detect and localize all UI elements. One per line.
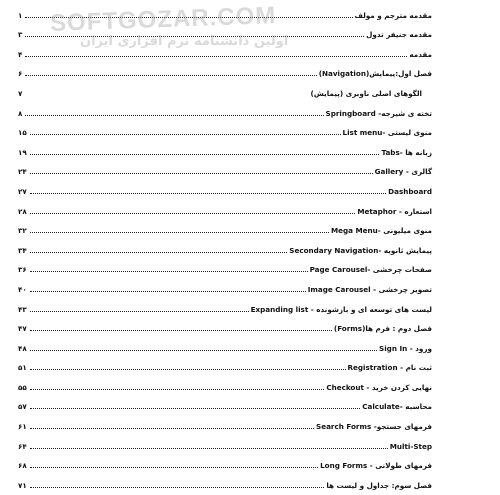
toc-entry[interactable] [18, 59, 432, 79]
toc-page-number: ۴۳ [18, 304, 27, 314]
dot-leader [30, 134, 341, 135]
dot-leader [30, 330, 332, 331]
toc-page-number: ۶۸ [18, 461, 27, 471]
toc-title: Multi-Step [389, 441, 432, 451]
dot-leader [30, 467, 318, 468]
dot-leader [30, 291, 306, 292]
toc-entry[interactable] [18, 451, 432, 471]
toc-title: Image Carousel - تصویر چرخشی [307, 284, 432, 294]
toc-title: Mega Menu- منوی میلیونی [331, 226, 432, 236]
toc-entry[interactable] [18, 411, 432, 431]
toc-entry[interactable] [18, 98, 432, 118]
toc-page-number: ۳۴ [18, 245, 27, 255]
toc-title: مقدمه [409, 49, 432, 59]
toc-page-number: ۴۷ [18, 324, 27, 334]
toc-page-number: ۳۲ [18, 226, 27, 236]
toc-entry[interactable] [18, 431, 432, 451]
toc-page-number: ۵۷ [18, 402, 27, 412]
toc-entry[interactable] [18, 176, 432, 196]
dot-leader [30, 350, 377, 351]
dot-leader [30, 389, 325, 390]
toc-page-number: ۵۱ [18, 363, 27, 373]
toc-title: Sign In - ورود [379, 343, 432, 353]
dot-leader [30, 213, 356, 214]
dot-leader [30, 271, 308, 272]
toc-page-number: ۸ [18, 108, 23, 118]
toc-title: فصل اول:پیمایش(Navigation) [318, 69, 432, 79]
toc-page-number: ۳ [18, 30, 23, 40]
toc-page-number: ۱۹ [18, 147, 27, 157]
toc-title: Page Carousel- صفحات چرخشی [309, 265, 432, 275]
toc-page-number: ۷ [18, 88, 23, 98]
toc-entry[interactable] [18, 196, 432, 216]
toc-entry[interactable] [18, 157, 432, 177]
toc-entry[interactable] [18, 20, 432, 40]
toc-page-number: ۲۴ [18, 167, 27, 177]
toc-page-number: ۷۱ [18, 480, 27, 490]
watermark-tagline: اولین دانشنامه نرم افزاری ایران [80, 34, 289, 49]
toc-title: مقدمه جنیفر تدول [366, 30, 432, 40]
toc-entry[interactable] [18, 78, 432, 98]
toc-page-number: ۶۱ [18, 422, 27, 432]
watermark-brand: SOFTGOZAR.COM [49, 2, 277, 37]
toc-entry[interactable] [18, 274, 432, 294]
dot-leader [30, 193, 386, 194]
table-of-contents [18, 0, 432, 490]
dot-leader [30, 173, 373, 174]
toc-entry[interactable] [18, 216, 432, 236]
toc-title: Secondary Navigation- پیمایش ثانویه [289, 245, 432, 255]
toc-entry[interactable] [18, 137, 432, 157]
dot-leader [30, 311, 249, 312]
toc-title: Metaphor - استعاره [357, 206, 432, 216]
toc-entry[interactable] [18, 255, 432, 275]
toc-title: الگوهای اصلی ناوبری (پیمایش) [310, 88, 422, 98]
toc-entry[interactable] [18, 372, 432, 392]
toc-entry[interactable] [18, 353, 432, 373]
toc-entry[interactable] [18, 314, 432, 334]
toc-title: Expanding list - لیست های توسعه ای و بازشونده [250, 304, 432, 314]
toc-title: Registration - ثبت نام [347, 363, 432, 373]
toc-title: فصل سوم: جداول و لیست ها [326, 480, 432, 490]
toc-title: Springboard -تخته ی شیرجه [325, 108, 432, 118]
toc-entry[interactable] [18, 392, 432, 412]
toc-title: List menu- منوی لیستی [342, 128, 432, 138]
toc-page-number: ۳۶ [18, 265, 27, 275]
toc-entry[interactable] [18, 235, 432, 255]
dot-leader [25, 75, 316, 76]
dot-leader [30, 232, 329, 233]
toc-page-number: ۴ [18, 49, 23, 59]
toc-entry[interactable] [18, 118, 432, 138]
toc-page-number: ۱۵ [18, 128, 27, 138]
toc-title: مقدمه مترجم و مولف [354, 10, 432, 20]
toc-title: Dashboard [388, 186, 432, 196]
toc-entry[interactable] [18, 333, 432, 353]
dot-leader [30, 428, 314, 429]
dot-leader [25, 36, 364, 37]
toc-entry[interactable] [18, 0, 432, 20]
toc-title: Search Forms -فرمهای جستجو [316, 422, 432, 432]
toc-page-number: ۴۸ [18, 343, 27, 353]
dot-leader [30, 369, 346, 370]
toc-title: Tabs- زبانه ها [381, 147, 432, 157]
toc-page-number: ۴۰ [18, 284, 27, 294]
toc-title: فصل دوم : فرم ها(Forms) [333, 324, 432, 334]
toc-page-number: ۲۷ [18, 186, 27, 196]
toc-page-number: ۲۸ [18, 206, 27, 216]
toc-entry[interactable] [18, 39, 432, 59]
dot-leader [30, 448, 388, 449]
dot-leader [25, 17, 352, 18]
toc-page-number: ۵۵ [18, 382, 27, 392]
toc-entry[interactable] [18, 294, 432, 314]
toc-page-number: ۶۴ [18, 441, 27, 451]
toc-title: Calculate- محاسبه [362, 402, 432, 412]
toc-title: Checkout - نهایی کردن خرید [326, 382, 432, 392]
toc-title: Long Forms - فرمهای طولانی [320, 461, 432, 471]
toc-entry[interactable] [18, 470, 432, 490]
dot-leader [30, 154, 380, 155]
toc-page-number: ۱ [18, 10, 23, 20]
dot-leader [30, 487, 325, 488]
toc-title: Gallery - گالری [374, 167, 432, 177]
dot-leader [30, 408, 360, 409]
dot-leader [25, 115, 323, 116]
toc-page-number: ۶ [18, 69, 23, 79]
dot-leader [25, 56, 407, 57]
dot-leader [30, 252, 288, 253]
